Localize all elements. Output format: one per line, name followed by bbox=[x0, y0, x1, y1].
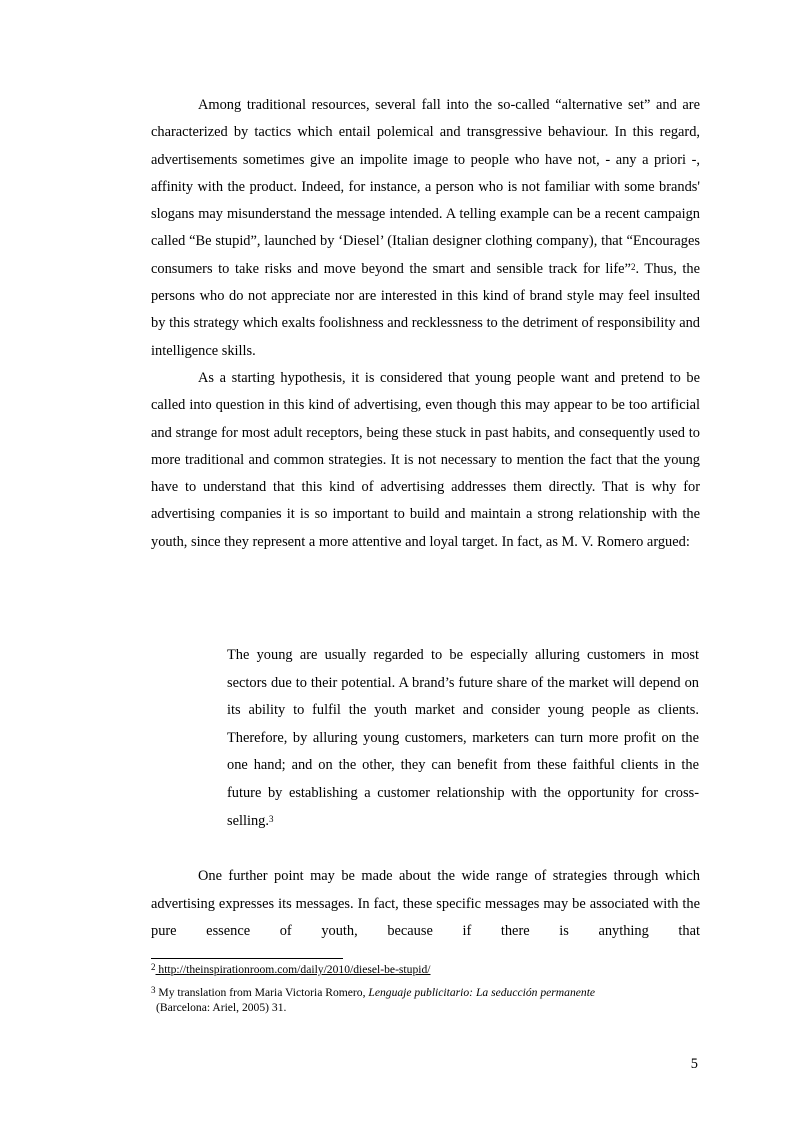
footnote-3 bbox=[151, 985, 711, 1015]
footnote-separator bbox=[151, 958, 343, 959]
main-text bbox=[151, 92, 700, 556]
page-number: 5 bbox=[690, 1056, 698, 1072]
footnote-number: 3 bbox=[151, 985, 156, 995]
footnotes bbox=[151, 962, 711, 1023]
closing-paragraph bbox=[151, 863, 700, 973]
paragraph-3: One further point may be made about the wide range of strategies through which advertising expresses its messages. In fact, these specific messages may be associated with the pure essence of youth, because if there is anything that bbox=[151, 868, 700, 940]
footnote-book-title: Lenguaje publicitario: La seducción permanente bbox=[368, 986, 596, 999]
footnote-ref-3[interactable]: 3 bbox=[268, 813, 274, 824]
footnote-text: My translation from Maria Victoria Romero, bbox=[158, 986, 369, 999]
block-quote bbox=[227, 642, 699, 835]
footnote-link[interactable]: http://theinspirationroom.com/daily/2010/diesel-be-stupid/ bbox=[155, 963, 431, 976]
footnote-ref-2[interactable]: 2 bbox=[630, 261, 636, 272]
paragraph-1: Among traditional resources, several fall into the so-called “alternative set” and are characterized by tactics which entail polemical and transgressive behaviour. In this regard, advertisements sometimes give an impolite image to people who have not, - any a priori -, affinity with the product. Indeed, for instance, a person who is not familiar with some brands' slogans may misunderstand the message intended. A telling example can be a recent campaign called “Be stupid”, launched by ‘Diesel’ (Italian designer clothing company), that “Encourages consumers to take risks and move beyond the smart and sensible track for life”$^2$. Thus, the persons who do not appreciate nor are interested in this kind of brand style may feel insulted by this strategy which exalts foolishness and recklessness to the detriment of responsibility and intelligence skills. bbox=[151, 97, 701, 359]
block-quote-text: The young are usually regarded to be especially alluring customers in most sectors due to their potential. A brand’s future share of the market will depend on its ability to fulfil the youth market and consider young people as clients. Therefore, by alluring young customers, marketers can turn more profit on the one hand; and on the other, they can benefit from these faithful clients in the future by establishing a customer relationship with the opportunity for cross-selling. bbox=[227, 647, 699, 829]
footnote-citation: (Barcelona: Ariel, 2005) 31. bbox=[156, 1001, 287, 1014]
paragraph-2: As a starting hypothesis, it is considered that young people want and pretend to be called into question in this kind of advertising, even though this may appear to be too artificial and strange for most adult receptors, being these stuck in past habits, and consequently used to more traditional and common strategies. It is not necessary to mention the fact that the young have to understand that this kind of advertising addresses them directly. That is why for advertising companies it is so important to build and maintain a strong relationship with the youth, since they represent a more attentive and loyal target. In fact, as M. V. Romero argued: bbox=[151, 369, 700, 550]
footnote-number: 2 bbox=[151, 962, 156, 972]
footnote-2 bbox=[151, 962, 711, 977]
